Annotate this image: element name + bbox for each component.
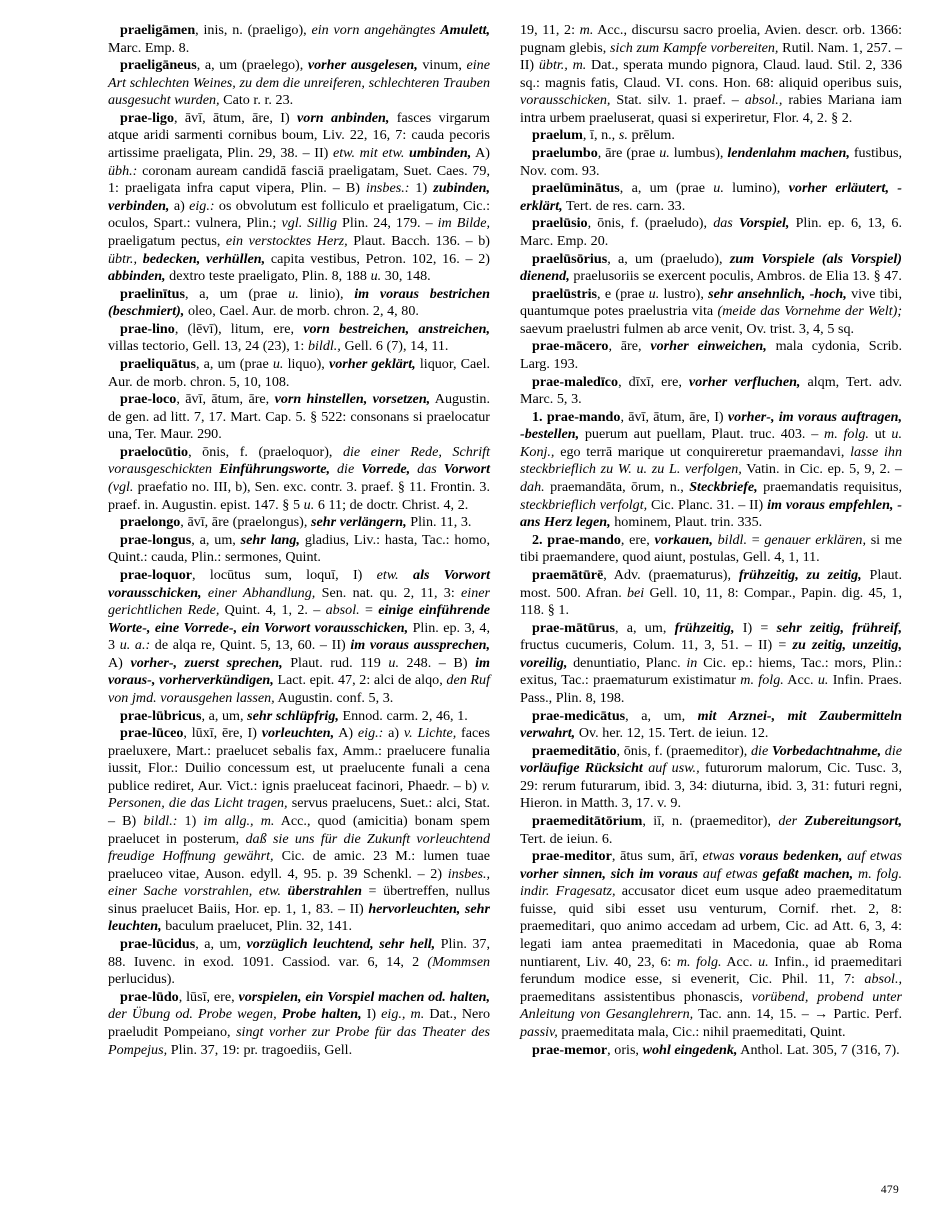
- column-right: [520, 22, 902, 1059]
- dictionary-entry: prae-mātūrus, a, um, frühzeitig, I) = sehr zeitig, frühreif, fructus cucumeris, Colum. 11, 3, 51. – II) = zu zeitig, unzeitig, voreilig, denuntiatio, Planc. in Cic. ep.: hiems, Tac.: mors, Plin.: exitus, Tac.: praematurum existimatur m. folg. Acc. u. Infin. Praes. Pass., Plin. 8, 198.: [520, 619, 903, 706]
- dictionary-entry: praelum, ī, n., s. prēlum.: [532, 127, 675, 144]
- dictionary-entry: praeliquātus, a, um (prae u. liquo), vorher geklärt, liquor, Cael. Aur. de morb. chron. 5, 10, 108.: [108, 355, 491, 390]
- dictionary-entry: prae-meditor, ātus sum, ārī, etwas voraus bedenken, auf etwas vorher sinnen, sich im voraus auf etwas gefaßt machen, m. folg. indir. Fragesatz, accusator dicet eum usque adeo praemeditatum fuisse, quid sibi esset usu venturum, Cornif. rhet. 2, 8: praemeditari, quo animo accedam ad urbem, Cic. ad Att. 6, 3, 4: legati iam antea praemeditati in Macedonia, quae ab Roma nuntiarent, Liv. 40, 23, 6: m. folg. Acc. u. Infin., id praemeditari ferundum modice esse, si evenerit, Cic. Phil. 11, 7: absol., praemeditans assistentibus phonascis, vorübend, probend unter Anleitung von Gesanglehrern, Tac. ann. 14, 15. – → Partic. Perf. passiv, praemeditata mala, Cic.: nihil praemeditati, Quint.: [520, 848, 903, 1040]
- dictionary-entry: prae-mācero, āre, vorher einweichen, mala cydonia, Scrib. Larg. 193.: [520, 338, 903, 372]
- dictionary-entry: praelongo, āvī, āre (praelongus), sehr verlängern, Plin. 11, 3.: [120, 514, 472, 531]
- dictionary-entry: praeligāmen, inis, n. (praeligo), ein vorn angehängtes Amulett, Marc. Emp. 8.: [108, 22, 491, 56]
- dictionary-entry: praelūsio, ōnis, f. (praeludo), das Vorspiel, Plin. ep. 6, 13, 6. Marc. Emp. 20.: [520, 215, 902, 249]
- dictionary-entry: praelumbo, āre (prae u. lumbus), lendenlahm machen, fustibus, Nov. com. 93.: [520, 145, 902, 179]
- dictionary-entry: prae-loco, āvī, ātum, āre, vorn hinstellen, vorsetzen, Augustin. de gen. ad litt. 7, 17. Mart. Cap. 5. § 522: consonans si praelocatur una, Ter. Maur. 290.: [108, 391, 490, 443]
- dictionary-entry: 1. prae-mando, āvī, ātum, āre, I) vorher-, im voraus auftragen, -bestellen, puerum aut puellam, Plaut. truc. 403. – m. folg. ut u. Konj., ego terrā marique ut conquireretur praemandavi, lasse ihn steckbrieflich zu W. u. zu L. verfolgen, Vatin. in Cic. ep. 5, 9, 2. – dah. praemandāta, ōrum, n., Steckbriefe, praemandatis requisitus, steckbrieflich verfolgt, Cic. Planc. 31. – II) im voraus empfehlen, -ans Herz legen, hominem, Plaut. trin. 335.: [520, 408, 903, 531]
- page-number: 479: [880, 1184, 899, 1196]
- dictionary-entry: praelinītus, a, um (prae u. linio), im voraus bestrichen (beschmiert), oleo, Cael. Aur. de morb. chron. 2, 4, 80.: [108, 285, 490, 320]
- dictionary-entry: praelūstris, e (prae u. lustro), sehr ansehnlich, -hoch, vive tibi, quantumque potes praelustria vita (meide das Vornehme der Welt); saevum praelustri fulmen ab arce venit, Ov. trist. 3, 4, 5 sq.: [520, 285, 903, 337]
- dictionary-entry: prae-ligo, āvī, ātum, āre, I) vorn anbinden, fasces virgarum atque aridi sarmenti cornibus boum, Liv. 22, 16, 7: cauda pecoris artissime praeligata, Plin. 29, 38. – II) etw. mit etw. umbinden, A) übh.: coronam auream candidā fasciā praeligatam, Suet. Caes. 79, 1: praeligata infra caput vipera, Plin. – B) insbes.: 1) zubinden, verbinden, a) eig.: os obvolutum est folliculo et praeligatum, Cic.: oculos, Spart.: vulnera, Plin.; vgl. Sillig Plin. 24, 179. – im Bilde, praeligatum pectus, ein verstocktes Herz, Plaut. Bacch. 136. – b) übtr., bedecken, verhüllen, capita vestibus, Petron. 102, 16. – 2) abbinden, dextro teste praeligato, Plin. 8, 188 u. 30, 148.: [108, 109, 491, 285]
- dictionary-entry: 19, 11, 2: m. Acc., discursu sacro proelia, Avien. descr. orb. 1366: pugnam glebis, sich zum Kampfe vorbereiten, Rutil. Nam. 1, 257. – II) übtr., m. Dat., sperata mundo pignora, Claud. laud. Stil. 2, 336 sq.: magnis fatis, Claud. VI. cons. Hon. 68: aliquid operibus suis, vorausschicken, Stat. silv. 1. praef. – absol., rabies Mariana iam intra urbem praeluserat, quasi si experiretur, Flor. 4, 2. § 2.: [520, 22, 902, 126]
- page-columns: [108, 22, 903, 1170]
- dictionary-entry: prae-loquor, locūtus sum, loquī, I) etw. als Vorwort vorausschicken, einer Abhandlung, Sen. nat. qu. 2, 11, 3: einer gerichtlichen Rede, Quint. 4, 1, 2. – absol. = einige einführende Worte-, eine Vorrede-, ein Vorwort vorausschicken, Plin. ep. 3, 4, 3 u. a.: de alqa re, Quint. 5, 13, 60. – II) im voraus aussprechen, A) vorher-, zuerst sprechen, Plaut. rud. 119 u. 248. – B) im voraus-, vorherverkündigen, Lact. epit. 47, 2: alci de alqo, den Ruf von jmd. vorausgehen lassen, Augustin. conf. 5, 3.: [108, 566, 491, 706]
- column-left: [108, 22, 490, 1059]
- dictionary-entry: praelūminātus, a, um (prae u. lumino), vorher erläutert, -erklärt, Tert. de res. carn. 33.: [520, 180, 902, 214]
- dictionary-entry: prae-lūbricus, a, um, sehr schlüpfrig, Ennod. carm. 2, 46, 1.: [120, 707, 468, 724]
- dictionary-entry: prae-medicātus, a, um, mit Arznei-, mit Zaubermitteln verwahrt, Ov. her. 12, 15. Tert. de ieiun. 12.: [520, 707, 902, 742]
- dictionary-entry: praelocūtio, ōnis, f. (praeloquor), die einer Rede, Schrift vorausgeschickten Einführungsworte, die Vorrede, das Vorwort (vgl. praefatio no. III, b), Sen. exc. contr. 3. praef. § 11. Frontin. 3. praef. in. Augustin. epist. 147. § 5 u. 6 11; de doctr. Christ. 4, 2.: [108, 443, 490, 513]
- dictionary-entry: prae-lino, (lēvī), litum, ere, vorn bestreichen, anstreichen, villas tectorio, Gell. 13, 24 (23), 1: bildl., Gell. 6 (7), 14, 11.: [108, 320, 490, 355]
- dictionary-entry: prae-longus, a, um, sehr lang, gladius, Liv.: hasta, Tac.: homo, Quint.: cauda, Plin.: sermones, Quint.: [108, 531, 490, 566]
- dictionary-entry: 2. prae-mando, ere, vorkauen, bildl. = genauer erklären, si me tibi praemandere, quod aiunt, postulas, Gell. 4, 1, 11.: [520, 531, 903, 566]
- dictionary-entry: prae-lūceo, lūxī, ēre, I) vorleuchten, A) eig.: a) v. Lichte, faces praeluxere, Mart.: praelucet sebalis fax, Amm.: praelucere funalia iussit, Flor.: Duilio concessum est, ut praelucente funali a cena publice rediret, Aur. Vict.: ignis praeluceat facinori, Phaedr. – b) v. Personen, die das Licht tragen, servus praelucens, Suet.: alci, Stat. – B) bildl.: 1) im allg., m. Acc., quod (amicitia) bonam spem praelucet in posterum, daß sie uns für die Zukunft vorleuchtend freudige Hoffnung gewährt, Cic. de amic. 23 M.: lumen tuae praeluceo vitae, Auson. edyll. 4, 95. p. 39 Schenkl. – 2) insbes., einer Sache vorstrahlen, etw. überstrahlen = übertreffen, nullus sinus praelucet Baiis, Hor. ep. 1, 1, 83. – II) hervorleuchten, sehr leuchten, baculum praelucet, Plin. 32, 141.: [108, 725, 491, 935]
- dictionary-entry: praelūsōrius, a, um (praeludo), zum Vorspiele (als Vorspiel) dienend, praelusoriis se exercent poculis, Ambros. de Elia 13. § 47.: [520, 250, 902, 285]
- dictionary-entry: praemeditātio, ōnis, f. (praemeditor), die Vorbedachtnahme, die vorläufige Rücksicht auf usw., futurorum malorum, Cic. Tusc. 3, 29: rerum futurarum, ibid. 3, 34: diuturna, ibid. 3, 31: futuri regni, Hieron. in Matth. 3, 17. v. 9.: [520, 742, 903, 812]
- dictionary-entry: praeligāneus, a, um (praelego), vorher ausgelesen, vinum, eine Art schlechten Weines, zu dem die unreiferen, schlechteren Trauben ausgesucht wurden, Cato r. r. 23.: [108, 57, 490, 109]
- dictionary-entry: prae-maledīco, dīxī, ere, vorher verfluchen, alqm, Tert. adv. Marc. 5, 3.: [520, 373, 902, 408]
- dictionary-entry: praemātūrē, Adv. (praematurus), frühzeitig, zu zeitig, Plaut. most. 500. Afran. bei Gell. 10, 11, 8: Compar., Papin. dig. 45, 1, 118. § 1.: [520, 566, 902, 619]
- dictionary-entry: prae-lūcidus, a, um, vorzüglich leuchtend, sehr hell, Plin. 37, 88. Iuvenc. in exod. 1091. Cassiod. var. 6, 14, 2 (Mommsen perlucidus).: [108, 936, 490, 988]
- dictionary-entry: prae-lūdo, lūsī, ere, vorspielen, ein Vorspiel machen od. halten, der Übung od. Probe wegen, Probe halten, I) eig., m. Dat., Nero praeludit Pompeiano, singt vorher zur Probe für das Theater des Pompejus, Plin. 37, 19: pr. tragoediis, Gell.: [108, 988, 490, 1058]
- dictionary-entry: prae-memor, oris, wohl eingedenk, Anthol. Lat. 305, 7 (316, 7).: [532, 1041, 900, 1058]
- dictionary-entry: praemeditātōrium, iī, n. (praemeditor), der Zubereitungsort, Tert. de ieiun. 6.: [520, 813, 902, 847]
